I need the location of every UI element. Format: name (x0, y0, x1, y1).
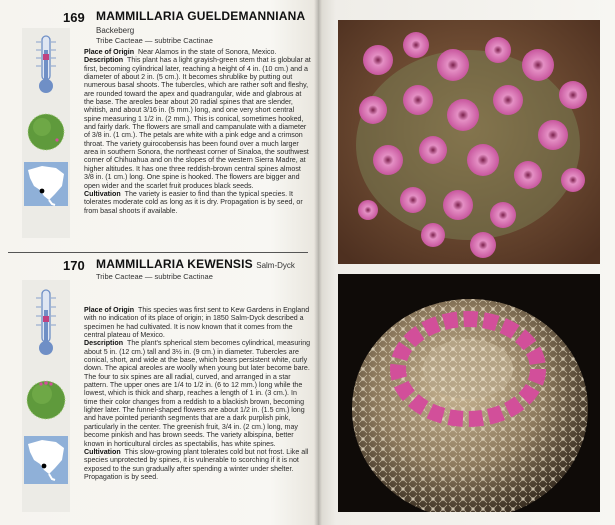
entry-body (84, 48, 312, 215)
label-origin: Place of Origin (84, 306, 135, 314)
icon-panel (22, 280, 70, 512)
thermometer-icon (36, 36, 56, 93)
label-origin: Place of Origin (84, 48, 135, 56)
label-description: Description (84, 339, 124, 348)
paragraph-origin (84, 48, 312, 56)
scientific-name: MAMMILLARIA GUELDEMANNIANA (96, 9, 306, 23)
tribe-label: Tribe Cacteae — subtribe Cactinae (96, 272, 213, 281)
text-cultivation: The variety is easier to find than the typical species. It tolerates moderate cold as long as it is dry. Propagation is by seed, or from basal shoots if available. (84, 189, 303, 215)
text-cultivation: This slow-growing plant tolerates cold but not frost. Like all species unprotected by spines, it is vulnerable to scorching if it is not exposed to the sun gradually after spending a winter under shelter. Propagation is by seed. (84, 447, 309, 481)
entry-body (84, 306, 312, 481)
entry-169 (8, 9, 311, 242)
cactus-photo-image (338, 274, 600, 512)
paragraph-cultivation (84, 190, 312, 215)
cactus-globe-icon (27, 381, 65, 419)
text-origin: This species was first sent to Kew Gardens in England with no indication of its place of origin; in 1850 Salm-Dyck described a specimen he had cultivated. It is now known that it comes from the central plateau of Mexico. (84, 306, 310, 340)
icon-panel (22, 28, 70, 238)
icon-strip (22, 28, 70, 238)
photo-gueldemanniana (338, 20, 600, 264)
entry-170 (8, 257, 311, 518)
north-america-map-icon (24, 436, 68, 484)
tribe-label: Tribe Cacteae — subtribe Cactinae (96, 36, 213, 45)
paragraph-description (84, 56, 312, 190)
label-cultivation: Cultivation (84, 447, 121, 456)
entry-title (96, 258, 308, 272)
north-america-map-icon (24, 162, 68, 206)
icon-strip (22, 280, 70, 512)
label-description: Description (84, 56, 124, 65)
text-origin: Near Alamos in the state of Sonora, Mexico. (138, 48, 277, 56)
thermometer-icon (36, 290, 56, 355)
author-name: Backeberg (96, 26, 135, 35)
flower-photo-image (338, 20, 600, 264)
paragraph-cultivation (84, 448, 312, 481)
cactus-globe-icon (28, 114, 64, 150)
paragraph-description (84, 339, 312, 447)
paragraph-origin (84, 306, 312, 339)
scientific-name: MAMMILLARIA KEWENSIS (96, 257, 253, 271)
text-description: The plant's spherical stem becomes cylindrical, measuring about 5 in. (12 cm.) tall and 3½ in. (9 cm.) in diameter. Tubercles are conical, short, and wide at the base, which bears persistent white, curly down. The apical areoles are woolly when young but later become bare. The four to six spines are all radial, curved, and arranged in a star pattern. The upper ones are 1/4 to 1/2 in. (6 to 12 mm.) long while the lowest, which is thick and sharp, reaches a length of 1 in. (3 cm.). In time their color changes from a reddish to a blackish brown, becoming lighter later. The funnel-shaped flowers are about 1/2 in. (1.5 cm.) long and have pointed perianth segments that are a dark purplish pink, particularly in the center. The greenish fruit, 3/4 in. (2 cm.) long, may become pinkish and has brown seeds. The variety albispina, better known in horticultural circles as spectabilis, has white spines. (84, 339, 311, 448)
entry-number: 169 (63, 10, 85, 25)
book-gutter (314, 0, 322, 525)
section-divider (8, 252, 308, 253)
label-cultivation: Cultivation (84, 189, 121, 198)
entry-number: 170 (63, 258, 85, 273)
author-name: Salm-Dyck (256, 261, 295, 270)
entry-title (96, 10, 308, 37)
text-description: This plant has a light grayish-green stem that is globular at first, becoming cylindrical later, reaching a height of 4 in. (10 cm.) and a diameter of about 2 in. (5 cm.). It becomes shrublike by putting out numerous basal shoots. The tubercles, which are rather soft and fleshy, are rounded toward the apex and quadrangular, wide and glabrous at the base. The areoles bear about 20 radial spines that are slender, whitish, and about 3/16 in. (5 mm.) long, and one very short central spine measuring 1 1/2 in. (2 mm.). This is conical, sometimes hooked, and fairly dark. The flowers are small and campanulate with a diameter of 3/8 in. (1 cm.). The petals are white with a pink edge and a crimson throat. The variety guirocobensis has been found over a much larger area in southern Sonora, the northeast corner of Sinaloa, the southwest corner of Chihuahua and on the slopes of the western Sierra Madre, at higher altitudes. It has one three reddish-brown central spines almost 3/8 in. (1 cm.) long. One spine is hooked. The flowers are bigger and open wider and the scarlet fruit produces black seeds. (84, 56, 311, 190)
photo-kewensis (338, 274, 600, 512)
